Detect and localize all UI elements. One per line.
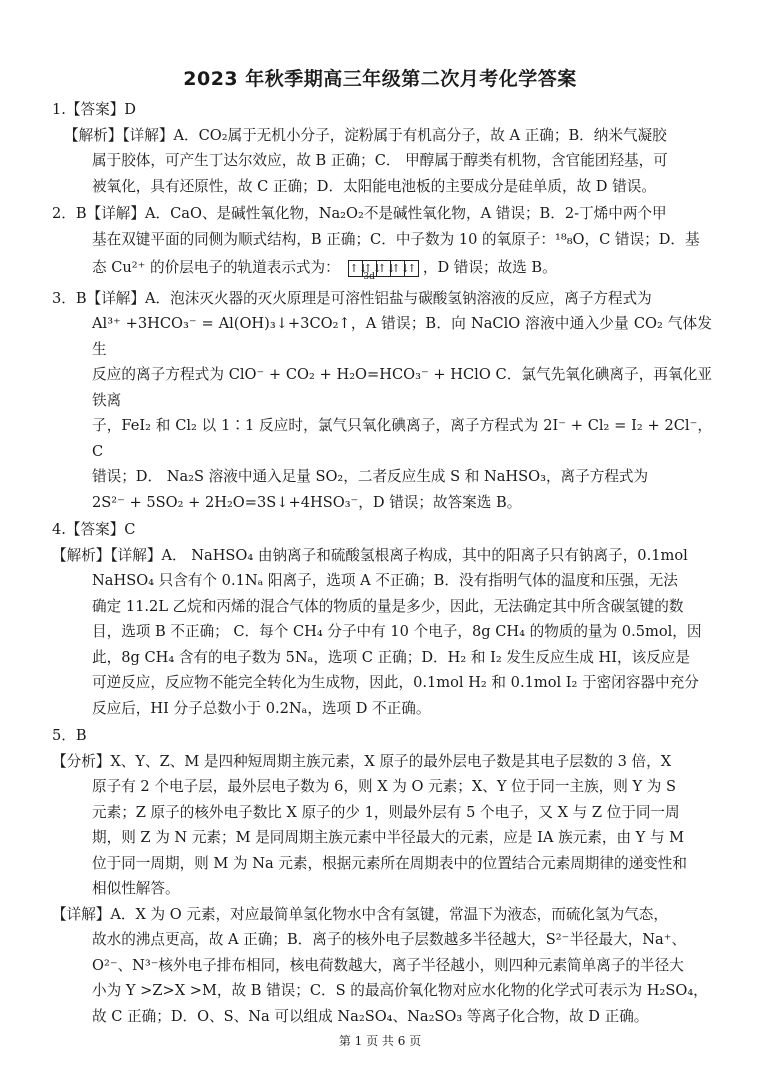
page-footer: 第 1 页 共 6 页 xyxy=(338,1034,422,1048)
q5-head: 5．B xyxy=(52,727,87,744)
q5-analysis: 期，则 Z 为 N 元素；M 是同周期主族元素中半径最大的元素，应是 IA 族元素，由 Y 与 M xyxy=(92,829,685,846)
q4-line: 反应后，HI 分子总数小于 0.2Nₐ，选项 D 不正确。 xyxy=(92,699,431,717)
q2-line3b: ，D 错误；故选 B。 xyxy=(422,259,557,276)
q2-line: 基在双键平面的同侧为顺式结构，B 正确；C．中子数为 10 的氧原子：¹⁸₈O，C 错误；D．基 xyxy=(92,230,700,248)
q2-line xyxy=(52,255,712,284)
q5-analysis: 【分析】X、Y、Z、M 是四种短周期主族元素，X 原子的最外层电子数是其电子层数的 3 倍，X xyxy=(52,752,672,770)
q5-analysis: 原子有 2 个电子层，最外层电子数为 6，则 X 为 O 元素；X、Y 位于同一主族，则 Y 为 S xyxy=(92,778,677,795)
q3-line: 反应的离子方程式为 ClO⁻ + CO₂ + H₂O=HCO₃⁻ + HClO C．氯气先氧化碘离子，再氧化亚铁离 xyxy=(92,366,712,409)
q4-line: 目，选项 B 不正确； C．每个 CH₄ 分子中有 10 个电子，8g CH₄ 的物质的量为 0.5mol，因 xyxy=(92,623,702,640)
q2-line: 2．B【详解】A．CaO、是碱性氧化物，Na₂O₂不是碱性氧化物，A 错误；B．2-丁烯中两个甲 xyxy=(52,205,667,222)
q1-line: 属于胶体，可产生丁达尔效应，故 B 正确；C． 甲醇属于醇类有机物，含官能团羟基，可 xyxy=(92,152,668,169)
orbital-box: ↑↓ xyxy=(363,261,382,275)
q1-line: 被氧化，具有还原性，故 C 正确；D．太阳能电池板的主要成分是硅单质，故 D 错误。 xyxy=(92,177,656,195)
orbital-box: ↑↓ xyxy=(377,261,396,275)
orbital-box: ↑↓ xyxy=(349,261,368,275)
q3-line: 错误；D． Na₂S 溶液中通入足量 SO₂，二者反应生成 S 和 NaHSO₃，离子方程式为 xyxy=(92,468,649,485)
q5-detail: 故 C 正确；D．O、S、Na 可以组成 Na₂SO₄、Na₂SO₃ 等离子化合物，故 D 正确。 xyxy=(92,1007,649,1025)
q5-analysis: 位于同一周期，则 M 为 Na 元素，根据元素所在周期表中的位置结合元素周期律的递变性和 xyxy=(92,854,687,872)
q3-line: 子，FeI₂ 和 Cl₂ 以 1∶1 反应时，氯气只氧化碘离子，离子方程式为 2I⁻ + Cl₂ = I₂ + 2Cl⁻，C xyxy=(92,417,712,460)
orbital-label: 3d xyxy=(363,272,375,282)
q4-line: NaHSO₄ 只含有个 0.1Nₐ 阳离子，选项 A 不正确；B．没有指明气体的温度和压强，无法 xyxy=(92,572,678,589)
answer-content xyxy=(52,97,712,1029)
orbital-box: ↑↓ xyxy=(391,261,410,275)
q4-line: 确定 11.2L 乙烷和丙烯的混合气体的物质的量是多少，因此，无法确定其中所含碳氢键的数 xyxy=(92,597,684,615)
q4-line: 此，8g CH₄ 含有的电子数为 5Nₐ，选项 C 正确；D．H₂ 和 I₂ 发生反应生成 HI，该反应是 xyxy=(92,648,690,666)
q3-line: 2S²⁻ + 5SO₂ + 2H₂O=3S↓+4HSO₃⁻，D 错误；故答案选 B。 xyxy=(92,493,522,511)
q5-analysis: 元素；Z 原子的核外电子数比 X 原子的少 1，则最外层有 5 个电子，又 X 与 Z 位于同一周 xyxy=(92,803,680,821)
q5-detail: O²⁻、N³⁻核外电子排布相同，核电荷数越大，离子半径越小，则四种元素简单离子的半径大 xyxy=(92,956,684,974)
q1-line: 【解析】【详解】A．CO₂属于无机小分子，淀粉属于有机高分子，故 A 正确；B．纳米气凝胶 xyxy=(64,126,667,144)
orbital-diagram xyxy=(348,260,419,277)
document-title: 2023 年秋季期高三年级第二次月考化学答案 xyxy=(183,68,577,90)
q5-detail: 故水的沸点更高，故 A 正确；B．离子的核外电子层数越多半径越大，S²⁻半径最大，Na⁺、 xyxy=(92,931,687,948)
q5-analysis: 相似性解答。 xyxy=(92,880,180,897)
q4-line: 【解析】【详解】A． NaHSO₄ 由钠离子和硫酸氢根离子构成，其中的阳离子只有钠离子，0.1mol xyxy=(52,546,688,564)
q3-line: Al³⁺ +3HCO₃⁻ = Al(OH)₃↓+3CO₂↑，A 错误；B．向 NaClO 溶液中通入少量 CO₂ 气体发生 xyxy=(92,315,712,358)
q5-detail: 小为 Y >Z>X >M，故 B 错误；C．S 的最高价氧化物对应水化物的化学式可表示为 H₂SO₄， xyxy=(92,982,708,999)
q2-line3a: 态 Cu²⁺ 的价层电子的轨道表示式为： xyxy=(92,259,340,276)
q1-head: 1.【答案】D xyxy=(52,101,136,118)
q5-detail: 【详解】A．X 为 O 元素，对应最简单氢化物水中含有氢键，常温下为液态，而硫化氢为气态， xyxy=(52,905,668,923)
orbital-box: ↑ xyxy=(407,261,417,275)
q4-line: 可逆反应，反应物不能完全转化为生成物，因此，0.1mol H₂ 和 0.1mol I₂ 于密闭容器中充分 xyxy=(92,674,699,691)
q4-head: 4.【答案】C xyxy=(52,521,136,538)
q3-line: 3．B【详解】A．泡沫灭火器的灭火原理是可溶性铝盐与碳酸氢钠溶液的反应，离子方程式为 xyxy=(52,289,652,307)
